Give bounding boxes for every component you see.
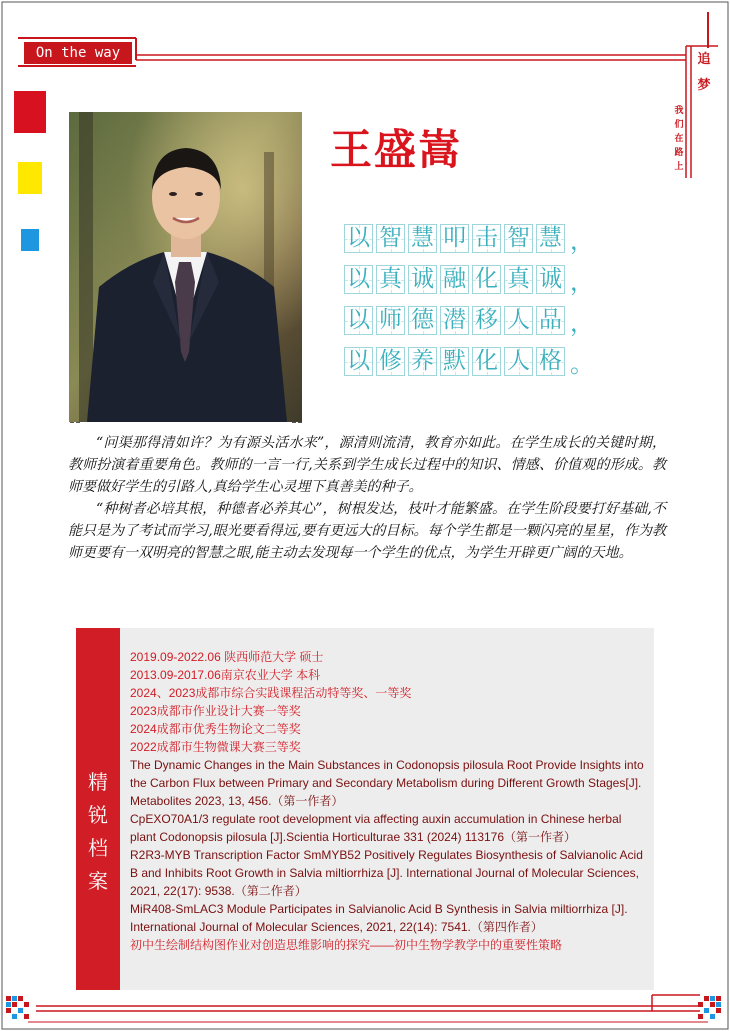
motto-line	[344, 341, 594, 382]
archive-label-char: 精	[88, 770, 108, 794]
motto-char: 人	[504, 306, 533, 335]
archive-label-char: 档	[88, 836, 108, 860]
motto-char: 养	[408, 347, 437, 376]
motto-char: 融	[440, 265, 469, 294]
motto-char: 化	[472, 347, 501, 376]
motto-char: 慧	[408, 224, 437, 253]
list-item: 2023成都市作业设计大赛一等奖	[130, 704, 301, 718]
list-item: The Dynamic Changes in the Main Substances in Codonopsis pilosula Root Provide Insights into the Carbon Flux between Primary and Secondary Metabolism during Different Growth Stages[J]. Metabolites 2023, 13, 456.（第一作者）	[130, 758, 644, 808]
side-title-char: 梦	[697, 78, 711, 93]
motto-char: 以	[344, 224, 373, 253]
motto-char: 师	[376, 306, 405, 335]
archive-label-char: 案	[88, 869, 108, 893]
side-title-char: 追	[697, 52, 711, 67]
blue-color-block	[21, 229, 39, 251]
archive-label-bar	[76, 628, 120, 990]
side-subtitle	[672, 104, 686, 174]
motto-char: 格	[536, 347, 565, 376]
archive-list	[130, 648, 648, 954]
motto-char: 化	[472, 265, 501, 294]
list-item: 2024、2023成都市综合实践课程活动特等奖、一等奖	[130, 686, 412, 700]
motto-char: 真	[504, 265, 533, 294]
motto-char: 潜	[440, 306, 469, 335]
motto-line	[344, 300, 594, 341]
portrait-photo	[69, 112, 302, 422]
list-item: MiR408-SmLAC3 Module Participates in Salvianolic Acid B Synthesis in Salvia miltiorrhiza [J]. International Journal of Molecular Sciences, 2021, 22(14): 7541.（第四作者）	[130, 902, 628, 934]
motto-char: 真	[376, 265, 405, 294]
motto-punctuation: 。	[570, 350, 594, 378]
motto-char: 击	[472, 224, 501, 253]
motto-punctuation: ，	[570, 309, 594, 337]
side-subtitle-char: 上	[674, 162, 684, 172]
list-item: 2022成都市生物微课大赛三等奖	[130, 740, 301, 754]
motto-char: 叩	[440, 224, 469, 253]
motto-char: 以	[344, 265, 373, 294]
side-subtitle-char: 在	[674, 134, 684, 144]
yellow-color-block	[18, 162, 42, 194]
list-item: 初中生绘制结构图作业对创造思维影响的探究——初中生物学教学中的重要性策略	[130, 938, 563, 952]
motto-char: 移	[472, 306, 501, 335]
motto-punctuation: ，	[570, 268, 594, 296]
archive-label	[76, 766, 120, 898]
motto-char: 智	[504, 224, 533, 253]
side-subtitle-char: 我	[674, 106, 684, 116]
motto-block	[344, 218, 594, 382]
list-item: 2013.09-2017.06南京农业大学 本科	[130, 668, 321, 682]
essay-paragraph: “种树者必培其根，种德者必养其心”，树根发达，枝叶才能繁盛。在学生阶段要打好基础,不能只是为了考试而学习,眼光要看得远,要有更远大的目标。每个学生都是一颗闪亮的星星，作为教师更要有一双明亮的智慧之眼,能主动去发现每一个学生的优点，为学生开辟更广阔的天地。	[68, 501, 666, 561]
tagline-banner: On the way	[24, 42, 132, 64]
motto-char: 德	[408, 306, 437, 335]
archive-panel	[76, 628, 654, 990]
list-item: R2R3-MYB Transcription Factor SmMYB52 Positively Regulates Biosynthesis of Salvianolic Acid B and Inhibits Root Growth in Salvia miltiorrhiza [J]. International Journal of Molecular Sciences, 2021, 22(17): 9538.（第二作者）	[130, 848, 643, 898]
motto-line	[344, 218, 594, 259]
motto-char: 默	[440, 347, 469, 376]
list-item: CpEXO70A1/3 regulate root development via affecting auxin accumulation in Chinese herbal plant Codonopsis pilosula [J].Scientia Horticulturae 331 (2024) 113176（第一作者）	[130, 812, 622, 844]
person-name: 王盛嵩	[330, 125, 463, 174]
archive-label-char: 锐	[88, 803, 108, 827]
motto-char: 诚	[536, 265, 565, 294]
list-item: 2019.09-2022.06 陕西师范大学 硕士	[130, 650, 324, 664]
motto-line	[344, 259, 594, 300]
side-subtitle-char: 们	[674, 120, 684, 130]
motto-char: 以	[344, 306, 373, 335]
motto-char: 慧	[536, 224, 565, 253]
side-title	[689, 47, 719, 99]
side-subtitle-char: 路	[674, 148, 684, 158]
motto-punctuation: ，	[570, 227, 594, 255]
motto-char: 修	[376, 347, 405, 376]
motto-char: 以	[344, 347, 373, 376]
motto-char: 人	[504, 347, 533, 376]
motto-char: 智	[376, 224, 405, 253]
red-color-block	[14, 91, 46, 133]
motto-char: 品	[536, 306, 565, 335]
motto-char: 诚	[408, 265, 437, 294]
essay-text	[68, 432, 666, 564]
essay-paragraph: “问渠那得清如许？为有源头活水来”，源清则流清，教育亦如此。在学生成长的关键时期，教师扮演着重要角色。教师的一言一行,关系到学生成长过程中的知识、情感、价值观的形成。教师要做好学生的引路人,真给学生心灵埋下真善美的种子。	[68, 435, 666, 495]
list-item: 2024成都市优秀生物论文二等奖	[130, 722, 301, 736]
